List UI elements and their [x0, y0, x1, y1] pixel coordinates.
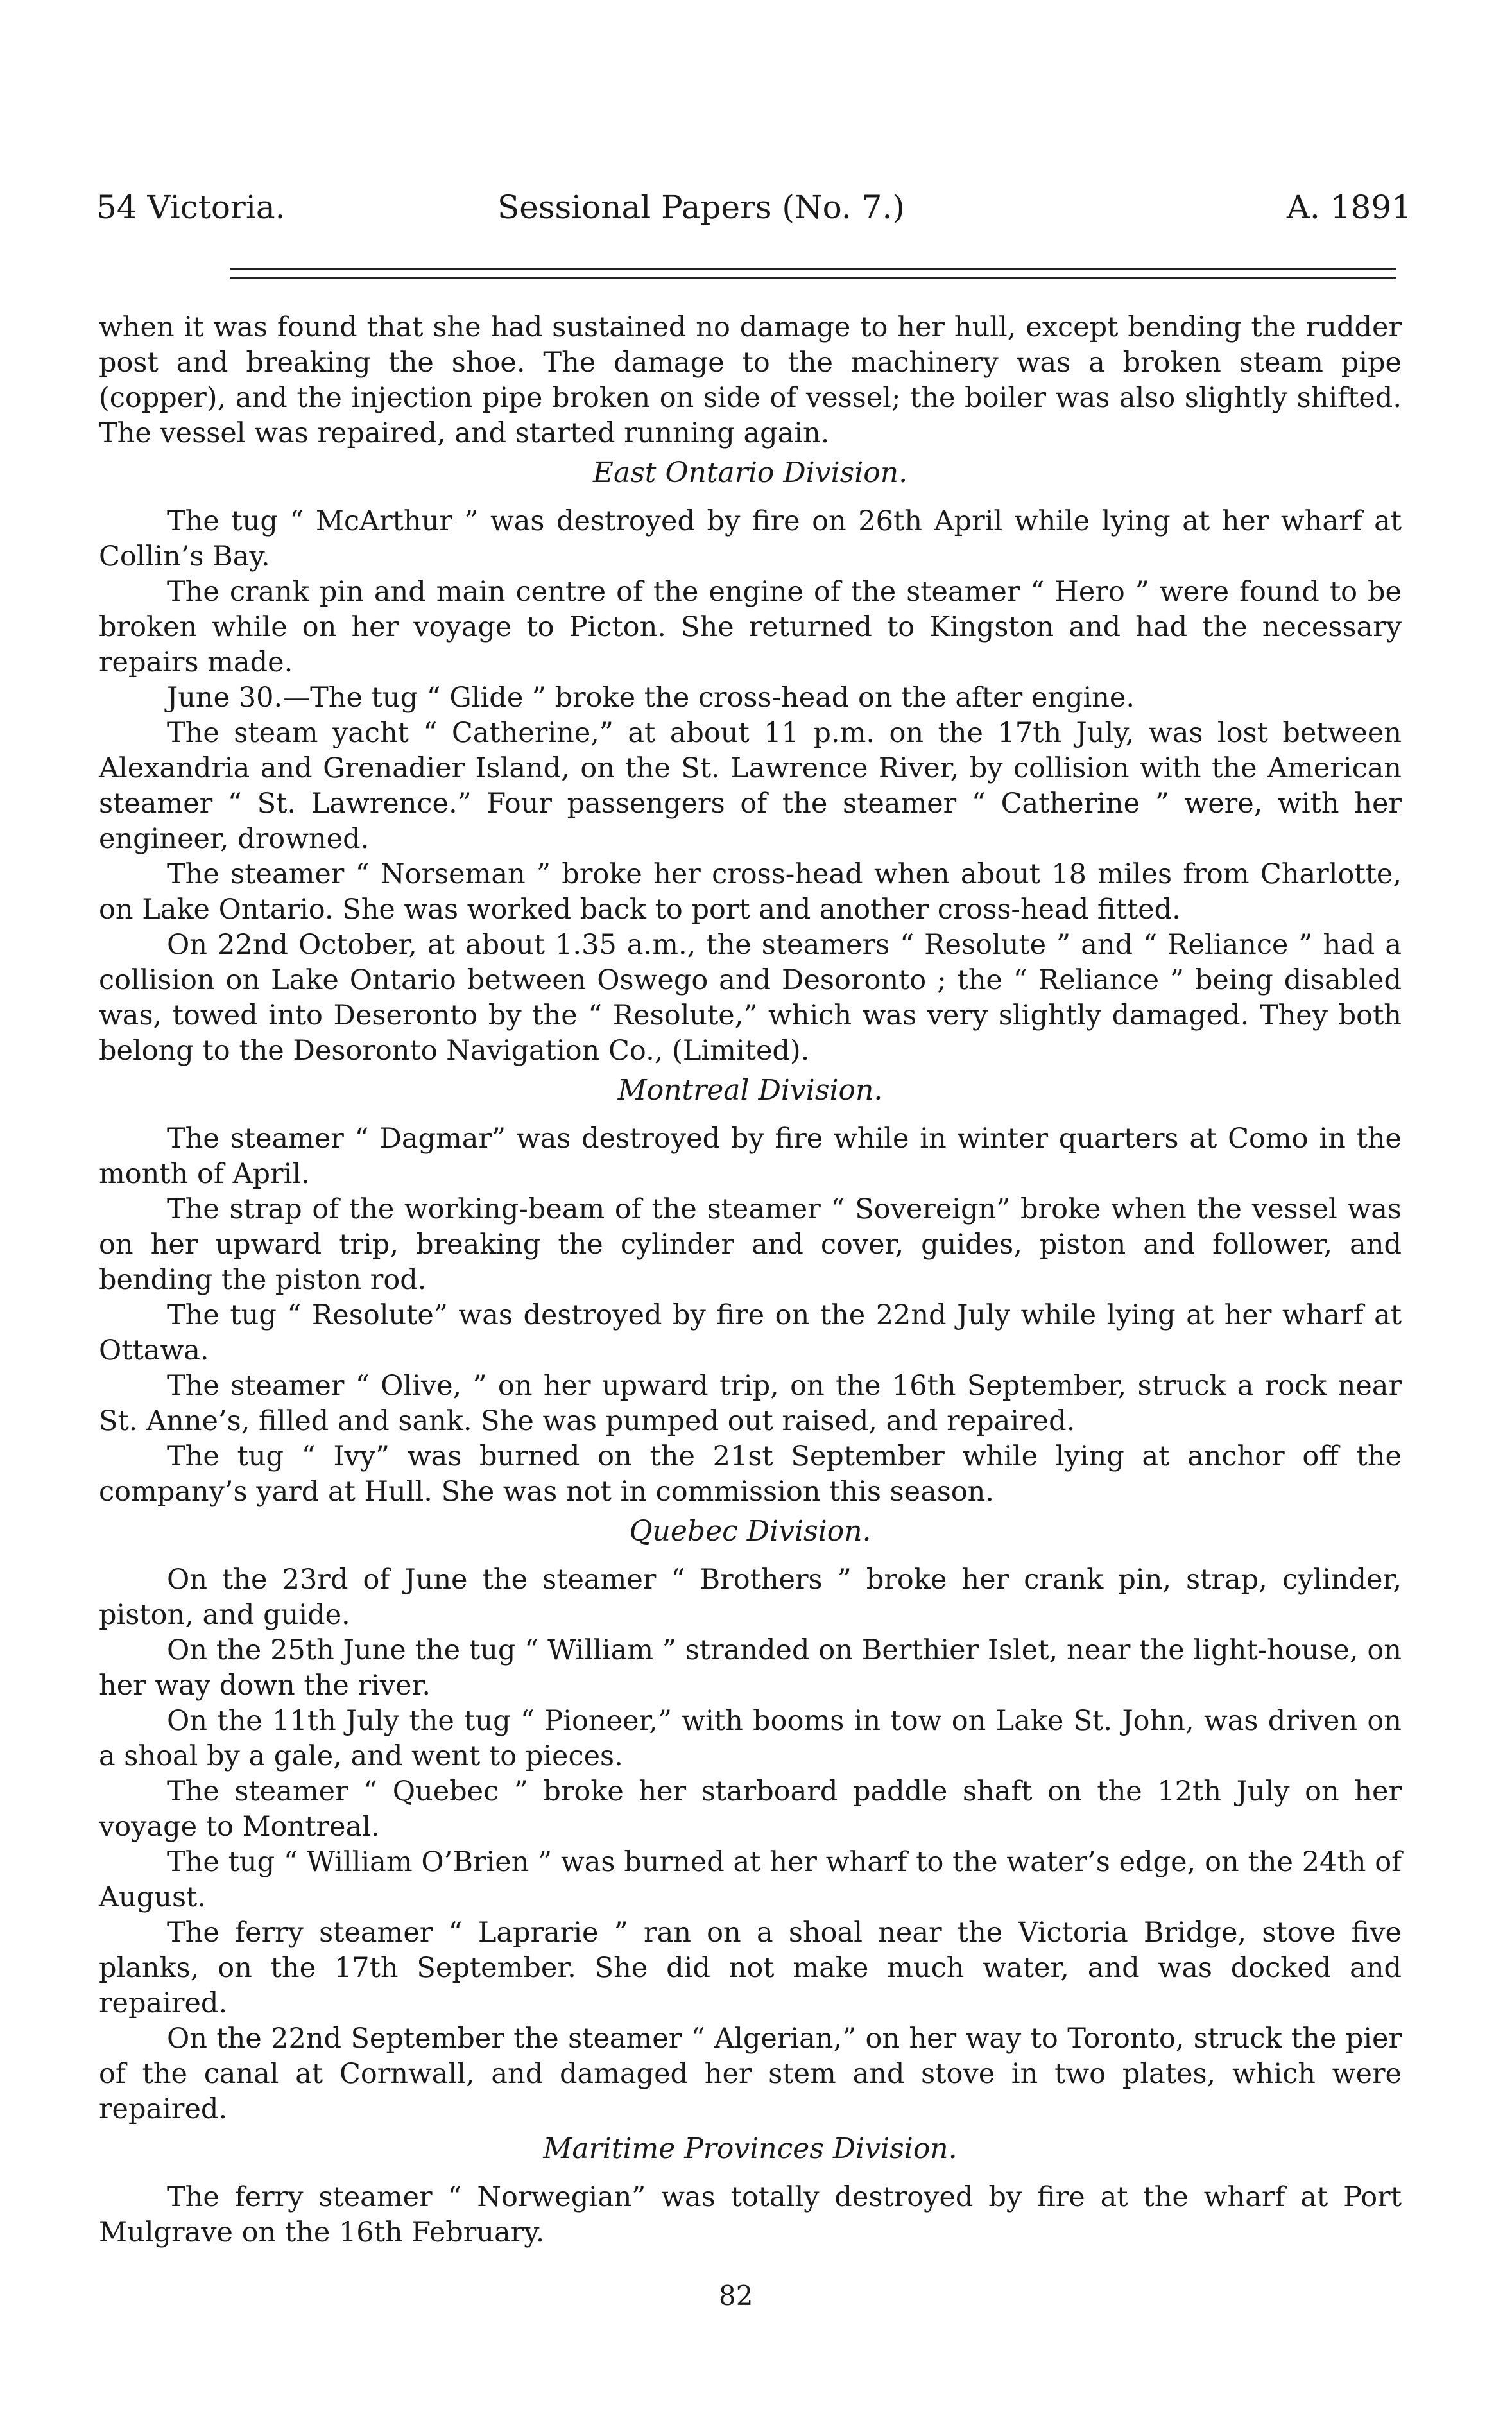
paragraph: On the 23rd of June the steamer “ Brothers ” broke her crank pin, strap, cylinder, piston, and guide.	[99, 1564, 1402, 1631]
header-rule-top	[230, 268, 1396, 270]
paragraph: The steamer “ Norseman ” broke her cross-head when about 18 miles from Charlotte, on Lake Ontario. She was worked back to port and another cross-head fitted.	[99, 858, 1402, 926]
running-head-year: A. 1891	[1286, 189, 1412, 226]
paragraph: The ferry steamer “ Laprarie ” ran on a shoal near the Victoria Bridge, stove five planks, on the 17th September. She did not make much water, and was docked and repaired.	[99, 1917, 1402, 2019]
paragraph: June 30.—The tug “ Glide ” broke the cross-head on the after engine.	[167, 682, 1135, 714]
running-head-volume: 54 Victoria.	[96, 189, 286, 226]
paragraph: The steam yacht “ Catherine,” at about 11 p.m. on the 17th July, was lost between Alexandria and Grenadier Island, on the St. Lawrence River, by collision with the American steamer “ St. Lawrence.” Four passengers of the steamer “ Catherine ” were, with her engineer, drowned.	[99, 717, 1402, 855]
paragraph-continued: when it was found that she had sustained no damage to her hull, except bending the rudder post and breaking the shoe. The damage to the machinery was a broken steam pipe (copper), and the injection pipe broken on side of vessel; the boiler was also slightly shifted. The vessel was repaired, and started running again.	[99, 311, 1402, 449]
paragraph: The ferry steamer “ Norwegian” was totally destroyed by fire at the wharf at Port Mulgrave on the 16th February.	[99, 2181, 1402, 2248]
paragraph: The tug “ Resolute” was destroyed by fire on the 22nd July while lying at her wharf at Ottawa.	[99, 1299, 1402, 1367]
body-text	[99, 310, 1402, 2250]
paragraph: On the 25th June the tug “ William ” stranded on Berthier Islet, near the light-house, on her way down the river.	[99, 1634, 1402, 1702]
paragraph: On the 22nd September the steamer “ Algerian,” on her way to Toronto, struck the pier of the canal at Cornwall, and damaged her stem and stove in two plates, which were repaired.	[99, 2023, 1402, 2125]
paragraph: The tug “ Ivy” was burned on the 21st September while lying at anchor off the company’s yard at Hull. She was not in commission this season.	[99, 1440, 1402, 1508]
page-number: 82	[719, 2280, 753, 2311]
running-head-title: Sessional Papers (No. 7.)	[497, 189, 905, 226]
section-heading-maritime-provinces: Maritime Provinces Division.	[543, 2132, 958, 2165]
section-heading-montreal: Montreal Division.	[617, 1074, 883, 1107]
paragraph: The steamer “ Quebec ” broke her starboard paddle shaft on the 12th July on her voyage to Montreal.	[99, 1775, 1402, 1843]
paragraph: On 22nd October, at about 1.35 a.m., the steamers “ Resolute ” and “ Reliance ” had a collision on Lake Ontario between Oswego and Desoronto ; the “ Reliance ” being disabled was, towed into Deseronto by the “ Resolute,” which was very slightly damaged. They both belong to the Desoronto Navigation Co., (Limited).	[99, 929, 1402, 1067]
paragraph: The strap of the working-beam of the steamer “ Sovereign” broke when the vessel was on her upward trip, breaking the cylinder and cover, guides, piston and follower, and bending the piston rod.	[99, 1193, 1402, 1296]
paragraph: The steamer “ Dagmar” was destroyed by fire while in winter quarters at Como in the month of April.	[99, 1123, 1402, 1190]
paragraph: The tug “ McArthur ” was destroyed by fire on 26th April while lying at her wharf at Collin’s Bay.	[99, 505, 1402, 573]
section-heading-east-ontario: East Ontario Division.	[592, 456, 908, 489]
paragraph: The tug “ William O’Brien ” was burned at her wharf to the water’s edge, on the 24th of August.	[99, 1846, 1402, 1913]
header-rule-bottom	[230, 277, 1396, 279]
paragraph: The crank pin and main centre of the engine of the steamer “ Hero ” were found to be broken while on her voyage to Picton. She returned to Kingston and had the necessary repairs made.	[99, 576, 1402, 678]
running-head	[96, 185, 1412, 230]
section-heading-quebec: Quebec Division.	[629, 1515, 872, 1548]
paragraph: On the 11th July the tug “ Pioneer,” with booms in tow on Lake St. John, was driven on a shoal by a gale, and went to pieces.	[99, 1705, 1402, 1772]
paragraph: The steamer “ Olive, ” on her upward trip, on the 16th September, struck a rock near St. Anne’s, filled and sank. She was pumped out raised, and repaired.	[99, 1370, 1402, 1437]
